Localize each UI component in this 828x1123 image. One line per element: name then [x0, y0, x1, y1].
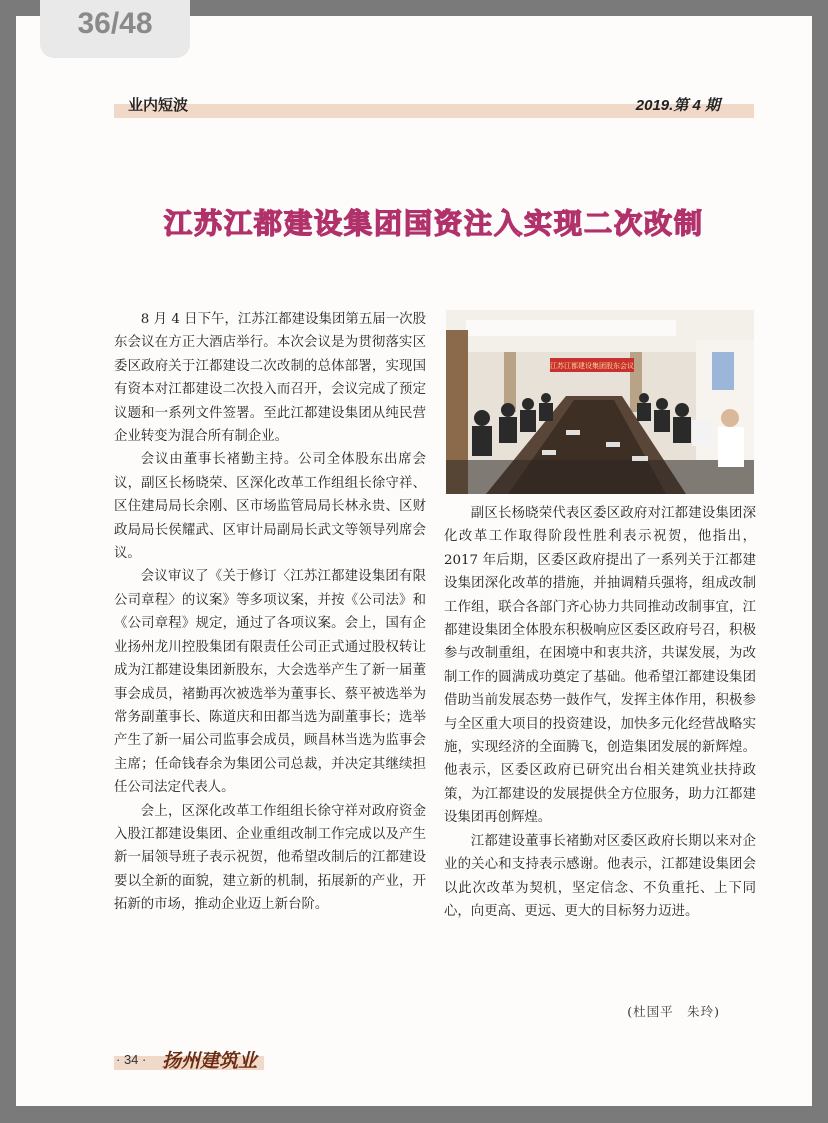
photo-banner-text: 江苏江都建设集团股东会议 — [550, 362, 634, 370]
magazine-logo: 扬州建筑业 — [162, 1050, 258, 1072]
page-counter: 36/48 — [40, 0, 190, 58]
section-title: 业内短波 — [128, 96, 189, 114]
paragraph: 会议审议了《关于修订〈江苏江都建设集团有限公司章程〉的议案》等多项议案，并按《公司法》和《公司章程》规定，通过了各项议案。会上，国有企业扬州龙川控股集团有限责任公司正式通过股权转让成为江都建设集团新股东，大会选举产生了新一届董事会成员，褚勤再次被选举为董事长、蔡平被选举为常务副董事长、陈道庆和田都当选为副董事长；选举产生了新一届公司监事会成员，顾昌林当选为监事会主席；任命钱春余为集团公司总裁，并决定其继续担任公司法定代表人。 — [114, 569, 426, 796]
paragraph: 会上，区深化改革工作组组长徐守祥对政府资金入股江都建设集团、企业重组改制工作完成以及产生新一届领导班子表示祝贺，他希望改制后的江都建设要以全新的面貌，建立新的机制，拓展新的产业，开拓新的市场，推动企业迈上新台阶。 — [114, 803, 426, 913]
paragraph: 会议由董事长褚勤主持。公司全体股东出席会议，副区长杨晓荣、区深化改革工作组组长徐守祥、区住建局局长余刚、区市场监管局局长林永贵、区财政局局长侯耀武、区审计局副局长武文等领导列席会议。 — [114, 452, 426, 562]
article-title: 江苏江都建设集团国资注入实现二次改制 — [163, 207, 704, 240]
magazine-page — [16, 16, 812, 1106]
byline: (杜国平 朱玲) — [627, 1004, 720, 1019]
issue-label: 2019.第 4 期 — [635, 97, 720, 114]
paragraph: 8 月 4 日下午，江苏江都建设集团第五届一次股东会议在方正大酒店举行。本次会议是为贯彻落实区委区政府关于江都建设二次改制的总体部署，实现国有资本对江都建设二次投入而召开，会议完成了预定议题和一系列文件签署。至此江都建设集团从纯民营企业转变为混合所有制企业。 — [114, 312, 426, 445]
left-column — [114, 308, 426, 917]
page-number: · 34 · — [116, 1052, 147, 1067]
right-column — [444, 502, 756, 923]
meeting-photo — [446, 310, 754, 494]
paragraph: 江都建设董事长褚勤对区委区政府长期以来对企业的关心和支持表示感谢。他表示，江都建设集团会以此次改革为契机，坚定信念、不负重托、上下同心，向更高、更远、更大的目标努力迈进。 — [444, 833, 756, 919]
paragraph: 副区长杨晓荣代表区委区政府对江都建设集团深化改革工作取得阶段性胜利表示祝贺，他指出，2017 年后期，区委区政府提出了一系列关于江都建设集团深化改革的措施，并抽调精兵强将，组成改制工作组，联合各部门齐心协力共同推动改制事宜，江都建设集团全体股东积极响应区委区政府号召，积极参与改制重组，在困境中和衷共济，共谋发展，为改制工作的圆满成功奠定了基础。他希望江都建设集团借助当前发展态势一鼓作气，发挥主体作用，积极参与全区重大项目的投资建设，加快多元化经营战略实施，实现经济的全面腾飞，创造集团发展的新辉煌。他表示，区委区政府已研究出台相关建筑业扶持政策，为江都建设的发展提供全方位服务，助力江都建设集团再创辉煌。 — [444, 506, 756, 826]
